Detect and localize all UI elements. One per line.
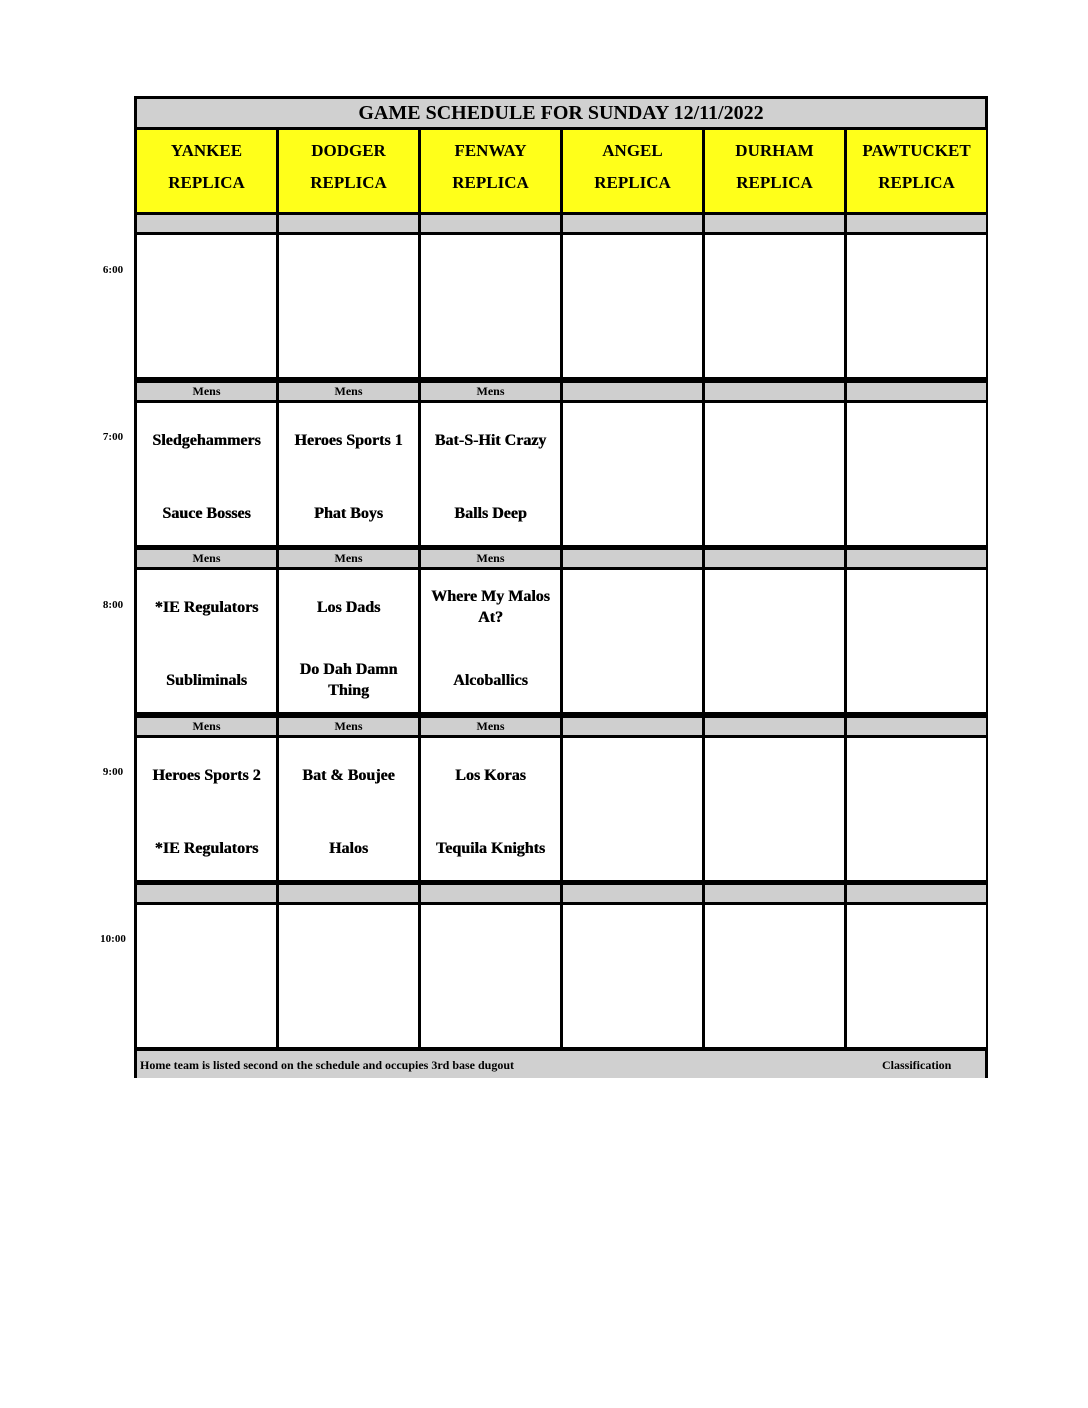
- home-team: Tequila Knights: [435, 839, 546, 857]
- field-name: ANGEL: [602, 141, 663, 160]
- home-team: [425, 992, 556, 1038]
- schedule-title: GAME SCHEDULE FOR SUNDAY 12/11/2022: [137, 99, 985, 127]
- division-band: [705, 885, 844, 902]
- away-team: [567, 417, 698, 463]
- game-cell: [705, 570, 844, 712]
- division-band: Mens: [279, 383, 418, 400]
- division-band: Mens: [137, 383, 276, 400]
- home-team: [567, 825, 698, 871]
- division-band: Mens: [137, 718, 276, 735]
- division-band: Mens: [421, 718, 560, 735]
- home-team: [567, 657, 698, 703]
- home-team: [851, 322, 982, 368]
- game-cell: [847, 738, 986, 880]
- game-cell: [279, 905, 418, 1047]
- field-type: REPLICA: [452, 173, 529, 192]
- field-header-durham: [705, 130, 844, 212]
- game-cell: [563, 403, 702, 545]
- away-team: [709, 919, 840, 965]
- field-type: REPLICA: [736, 173, 813, 192]
- game-cell: [421, 905, 560, 1047]
- home-team: [709, 992, 840, 1038]
- division-band: Mens: [279, 718, 418, 735]
- division-band: [279, 215, 418, 232]
- time-label: 6:00: [102, 264, 124, 276]
- home-team: [709, 825, 840, 871]
- away-team: [709, 752, 840, 798]
- home-team: [709, 322, 840, 368]
- field-name: DURHAM: [735, 141, 814, 160]
- field-type: REPLICA: [310, 173, 387, 192]
- away-team: Sledgehammers: [152, 431, 261, 449]
- home-team: [851, 825, 982, 871]
- home-team: Balls Deep: [454, 504, 527, 522]
- home-team: [851, 657, 982, 703]
- field-header-dodger: [279, 130, 418, 212]
- field-header-fenway: [421, 130, 560, 212]
- game-cell: [137, 570, 276, 712]
- away-team: [567, 249, 698, 295]
- game-cell: [137, 235, 276, 377]
- away-team: [283, 919, 414, 965]
- field-type: REPLICA: [168, 173, 245, 192]
- schedule-table: [134, 96, 988, 1078]
- away-team: [141, 249, 272, 295]
- home-team: [709, 657, 840, 703]
- division-band: Mens: [421, 383, 560, 400]
- away-team: Heroes Sports 1: [294, 431, 403, 449]
- field-name: PAWTUCKET: [862, 141, 971, 160]
- away-team: [141, 919, 272, 965]
- game-cell: [137, 905, 276, 1047]
- division-band: [279, 885, 418, 902]
- time-label: 10:00: [100, 933, 126, 945]
- division-band: [137, 215, 276, 232]
- field-name: DODGER: [311, 141, 386, 160]
- home-team: [141, 322, 272, 368]
- division-band: [563, 885, 702, 902]
- game-cell: [705, 905, 844, 1047]
- schedule-footer: [137, 1051, 985, 1078]
- away-team: [851, 752, 982, 798]
- game-cell: [705, 403, 844, 545]
- division-band: [563, 383, 702, 400]
- game-cell: [421, 403, 560, 545]
- field-header-pawtucket: [847, 130, 986, 212]
- field-type: REPLICA: [878, 173, 955, 192]
- away-team: [851, 249, 982, 295]
- time-label: 9:00: [102, 766, 124, 778]
- home-team: Subliminals: [166, 671, 247, 689]
- away-team: [283, 249, 414, 295]
- away-team: [851, 919, 982, 965]
- away-team: *IE Regulators: [154, 598, 259, 616]
- field-name: YANKEE: [170, 141, 243, 160]
- game-cell: [563, 235, 702, 377]
- home-team: Sauce Bosses: [162, 504, 251, 522]
- game-cell: [279, 570, 418, 712]
- away-team: [425, 249, 556, 295]
- division-band: [705, 383, 844, 400]
- division-band: [705, 718, 844, 735]
- home-team: [567, 992, 698, 1038]
- home-team: Phat Boys: [314, 504, 383, 522]
- game-cell: [705, 738, 844, 880]
- division-band: [847, 885, 986, 902]
- home-team: Halos: [328, 839, 369, 857]
- away-team: [709, 249, 840, 295]
- home-team: [283, 322, 414, 368]
- away-team: [709, 417, 840, 463]
- game-cell: [563, 570, 702, 712]
- division-band: [705, 215, 844, 232]
- game-cell: [847, 235, 986, 377]
- division-band: [563, 550, 702, 567]
- field-type: REPLICA: [594, 173, 671, 192]
- away-team: [567, 584, 698, 630]
- classification-label: Classification: [882, 1058, 952, 1072]
- away-team: [567, 752, 698, 798]
- game-cell: [421, 570, 560, 712]
- division-band: [421, 885, 560, 902]
- home-team: [851, 490, 982, 536]
- field-name: FENWAY: [454, 141, 527, 160]
- away-team: [709, 584, 840, 630]
- division-band: [421, 215, 560, 232]
- game-cell: [421, 738, 560, 880]
- division-band: Mens: [421, 550, 560, 567]
- home-team-note: Home team is listed second on the schedule and occupies 3rd base dugout: [140, 1058, 515, 1072]
- away-team: Heroes Sports 2: [152, 766, 261, 784]
- game-cell: [563, 905, 702, 1047]
- game-cell: [279, 235, 418, 377]
- home-team: [425, 322, 556, 368]
- home-team: [851, 992, 982, 1038]
- home-team: Alcoballics: [453, 671, 528, 689]
- division-band: Mens: [137, 550, 276, 567]
- away-team: Los Koras: [455, 766, 526, 784]
- time-label: 7:00: [102, 431, 124, 443]
- division-band: [563, 215, 702, 232]
- game-cell: [847, 905, 986, 1047]
- home-team: [283, 992, 414, 1038]
- game-cell: [705, 235, 844, 377]
- field-header-yankee: [137, 130, 276, 212]
- away-team: Los Dads: [316, 598, 381, 616]
- game-cell: [847, 403, 986, 545]
- away-team: Bat-S-Hit Crazy: [434, 431, 547, 449]
- home-team: [709, 490, 840, 536]
- away-team: [851, 417, 982, 463]
- division-band: [705, 550, 844, 567]
- game-cell: [137, 403, 276, 545]
- division-band: [847, 550, 986, 567]
- game-cell: [279, 403, 418, 545]
- home-team: Do Dah Damn Thing: [299, 661, 398, 699]
- game-cell: [563, 738, 702, 880]
- time-label: 8:00: [102, 599, 124, 611]
- division-band: Mens: [279, 550, 418, 567]
- division-band: [847, 383, 986, 400]
- home-team: *IE Regulators: [154, 839, 259, 857]
- away-team: [425, 919, 556, 965]
- away-team: [851, 584, 982, 630]
- division-band: [847, 215, 986, 232]
- division-band: [137, 885, 276, 902]
- home-team: [567, 490, 698, 536]
- away-team: [567, 919, 698, 965]
- game-cell: [847, 570, 986, 712]
- game-cell: [137, 738, 276, 880]
- home-team: [567, 322, 698, 368]
- game-cell: [421, 235, 560, 377]
- home-team: [141, 992, 272, 1038]
- away-team: Bat & Boujee: [302, 766, 395, 784]
- division-band: [563, 718, 702, 735]
- game-cell: [279, 738, 418, 880]
- division-band: [847, 718, 986, 735]
- field-header-angel: [563, 130, 702, 212]
- away-team: Where My Malos At?: [431, 588, 550, 626]
